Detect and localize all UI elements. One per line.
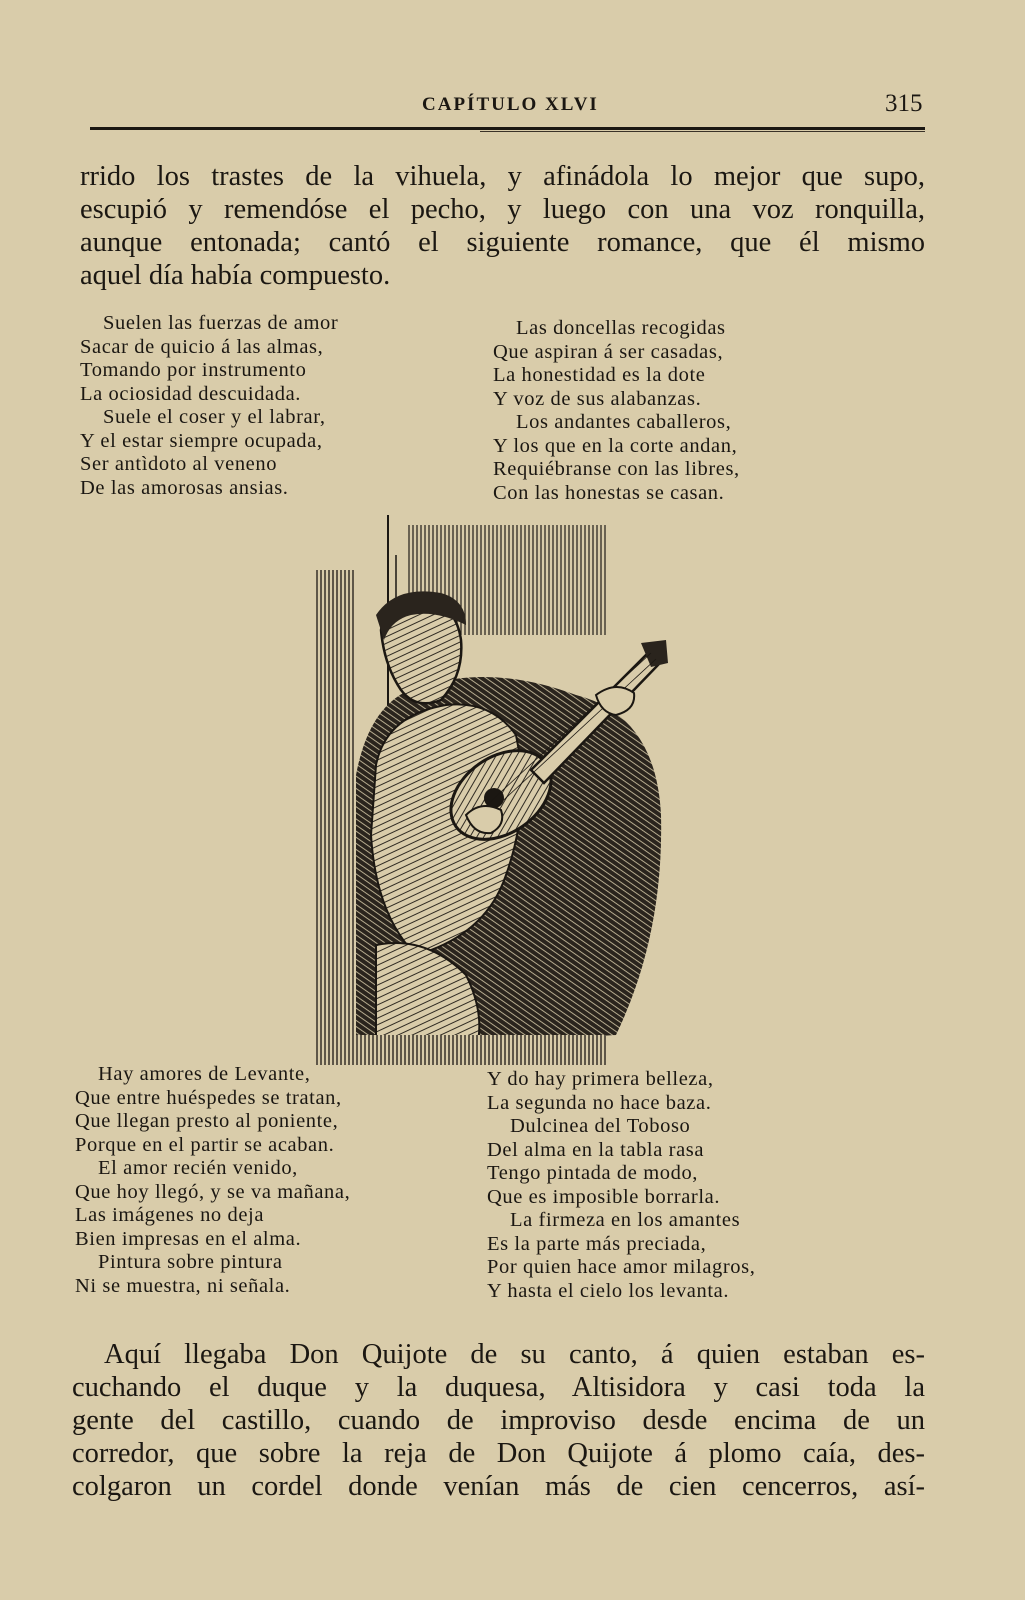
verse-line: Las doncellas recogidas bbox=[516, 317, 726, 339]
verse-line: Hay amores de Levante, bbox=[98, 1063, 311, 1085]
verse-line: Suele el coser y el labrar, bbox=[103, 406, 326, 428]
verse-line: La firmeza en los amantes bbox=[510, 1209, 741, 1231]
verse-line: Y los que en la corte andan, bbox=[493, 434, 738, 457]
chapter-title: CAPÍTULO XLVI bbox=[422, 94, 599, 115]
text-line: aquel día había compuesto. bbox=[80, 260, 391, 291]
text-line: rrido los trastes de la vihuela, y afinádola lo mejor que supo, bbox=[80, 161, 925, 192]
verse-line: Tengo pintada de modo, bbox=[487, 1162, 699, 1184]
running-head bbox=[0, 92, 1025, 122]
verse-line: Ser antìdoto al veneno bbox=[80, 453, 278, 475]
text-line: gente del castillo, cuando de improviso desde encima de un bbox=[72, 1405, 925, 1436]
verse-line: La ociosidad descuidada. bbox=[80, 382, 302, 405]
verse-line: Ni se muestra, ni señala. bbox=[75, 1274, 291, 1297]
wall-shading bbox=[316, 570, 356, 1050]
verse-line: De las amorosas ansias. bbox=[80, 476, 289, 499]
verse-block-bottom-right bbox=[487, 1068, 755, 1303]
verse-line: Y hasta el cielo los levanta. bbox=[487, 1279, 730, 1302]
page-number: 315 bbox=[885, 90, 923, 117]
verse-line: La honestidad es la dote bbox=[493, 364, 706, 386]
verse-line: Dulcinea del Toboso bbox=[510, 1115, 691, 1137]
verse-line: El amor recién venido, bbox=[98, 1157, 298, 1179]
verse-line: Y el estar siempre ocupada, bbox=[80, 429, 323, 452]
verse-line: Por quien hace amor milagros, bbox=[487, 1256, 756, 1278]
header-rule bbox=[90, 127, 925, 130]
verse-line: Del alma en la tabla rasa bbox=[487, 1138, 705, 1161]
verse-line: Que llegan presto al poniente, bbox=[75, 1110, 339, 1132]
verse-line: Suelen las fuerzas de amor bbox=[103, 312, 339, 334]
verse-block-top-right bbox=[493, 317, 740, 505]
verse-line: Sacar de quicio á las almas, bbox=[80, 335, 324, 358]
text-line: corredor, que sobre la reja de Don Quijote á plomo caía, des- bbox=[72, 1438, 925, 1469]
text-line: cuchando el duque y la duquesa, Altisidora y casi toda la bbox=[72, 1372, 925, 1403]
verse-block-top-left bbox=[80, 312, 338, 500]
verse-line: La segunda no hace baza. bbox=[487, 1091, 712, 1114]
verse-line: Porque en el partir se acaban. bbox=[75, 1133, 335, 1156]
text-line: Aquí llegaba Don Quijote de su canto, á quien estaban es- bbox=[104, 1339, 925, 1370]
verse-block-bottom-left bbox=[75, 1063, 350, 1298]
text-line: colgaron un cordel donde venían más de cien cencerros, así- bbox=[72, 1471, 925, 1502]
verse-line: Bien impresas en el alma. bbox=[75, 1227, 302, 1250]
header-rule-secondary bbox=[480, 131, 925, 132]
verse-line: Los andantes caballeros, bbox=[516, 411, 732, 433]
intro-paragraph bbox=[80, 160, 925, 292]
verse-line: Que hoy llegó, y se va mañana, bbox=[75, 1180, 351, 1203]
text-line: escupió y remendóse el pecho, y luego con una voz ronquilla, bbox=[80, 194, 925, 225]
verse-line: Las imágenes no deja bbox=[75, 1204, 265, 1226]
verse-line: Que es imposible borrarla. bbox=[487, 1185, 721, 1208]
verse-line: Y do hay primera belleza, bbox=[487, 1068, 714, 1090]
closing-paragraph bbox=[72, 1338, 925, 1503]
verse-line: Es la parte más preciada, bbox=[487, 1232, 707, 1255]
woodcut-illustration bbox=[316, 515, 686, 1075]
verse-line: Con las honestas se casan. bbox=[493, 481, 725, 504]
verse-line: Requiébranse con las libres, bbox=[493, 458, 740, 480]
verse-line: Que aspiran á ser casadas, bbox=[493, 340, 724, 363]
verse-line: Y voz de sus alabanzas. bbox=[493, 387, 702, 410]
verse-line: Tomando por instrumento bbox=[80, 359, 307, 381]
text-line: aunque entonada; cantó el siguiente romance, que él mismo bbox=[80, 227, 925, 258]
verse-line: Pintura sobre pintura bbox=[98, 1251, 283, 1273]
verse-line: Que entre huéspedes se tratan, bbox=[75, 1086, 342, 1109]
